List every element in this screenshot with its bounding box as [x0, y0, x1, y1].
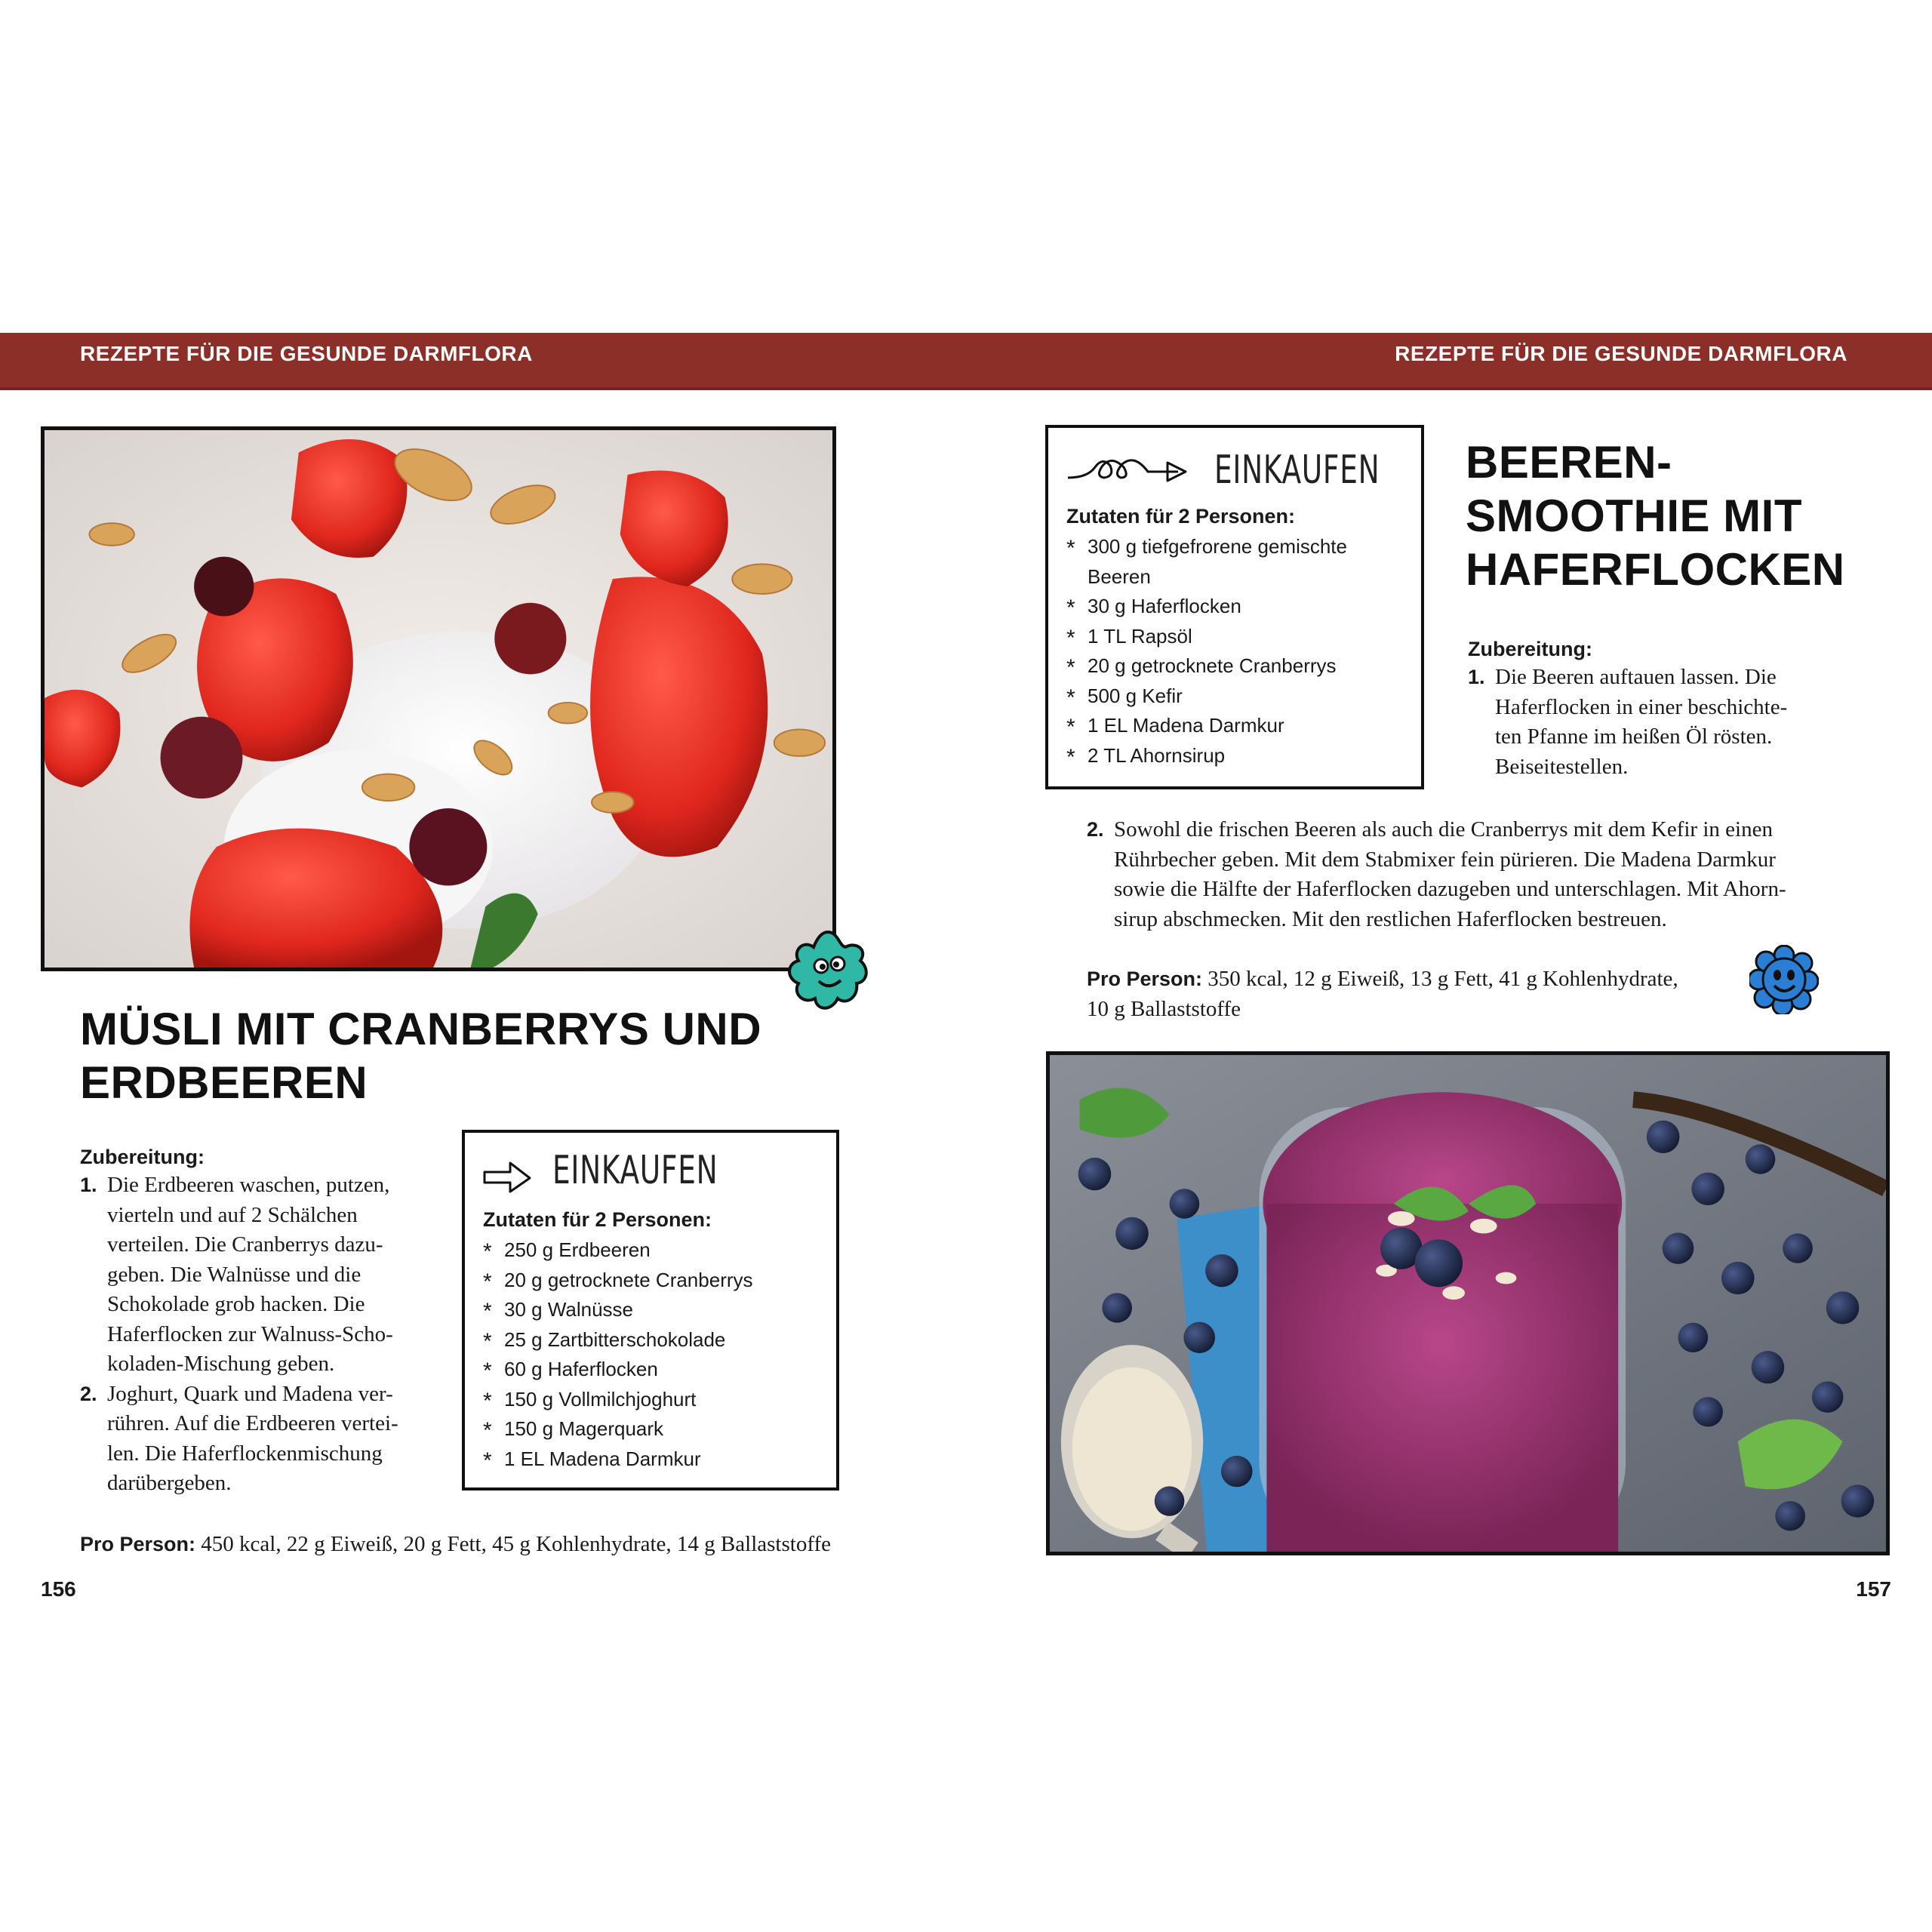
title-line: BEEREN- [1466, 437, 1672, 488]
page-number-left: 156 [41, 1577, 76, 1601]
text-line: sowie die Hälfte der Haferflocken dazugeben und unterschlagen. Mit Ahorn- [1114, 877, 1786, 901]
text-line: ten Pfanne im heißen Öl rösten. [1495, 724, 1773, 749]
title-line: ERDBEEREN [80, 1057, 368, 1108]
ingredient-item: * 250 g Erdbeeren [483, 1235, 753, 1266]
text-line: Joghurt, Quark und Madena ver- [107, 1381, 393, 1406]
text-line: Die Beeren auftauen lassen. Die [1495, 665, 1777, 689]
text-line: Sowohl die frischen Beeren als auch die Cranberrys mit dem Kefir in einen [1114, 817, 1773, 841]
prep-step-2 [1087, 815, 1841, 934]
smoothie-nutrition [1087, 964, 1678, 1024]
ingredient-item: * 1 EL Madena Darmkur [1066, 711, 1347, 741]
ingredient-item: * 20 g getrocknete Cranberrys [1066, 651, 1347, 681]
muesli-nutrition [80, 1530, 831, 1560]
ingredient-item: * 20 g getrocknete Cranberrys [483, 1266, 753, 1296]
shopping-box-muesli [462, 1130, 839, 1491]
text-line: darübergeben. [107, 1471, 232, 1495]
prep-step-1 [80, 1171, 457, 1380]
nutrition-text: 10 g Ballaststoffe [1087, 996, 1241, 1021]
text-line: geben. Die Walnüsse und die [107, 1262, 361, 1287]
text-line: verteilen. Die Cranberrys dazu- [107, 1232, 383, 1257]
smoothie-photo [1046, 1051, 1890, 1555]
ingredient-item: * 1 EL Madena Darmkur [483, 1444, 753, 1475]
shopping-box-smoothie [1045, 425, 1424, 789]
recipe-title-smoothie [1466, 435, 1845, 596]
title-line: HAFERFLOCKEN [1466, 544, 1845, 595]
nutrition-text: 350 kcal, 12 g Eiweiß, 13 g Fett, 41 g Kohlenhydrate, [1208, 967, 1678, 991]
prep-label: Zubereitung: [80, 1146, 205, 1168]
nutrition-label: Pro Person: [1087, 968, 1203, 990]
prep-step-1 [1468, 663, 1890, 782]
ingredient-item: * 500 g Kefir [1066, 681, 1347, 712]
text-line: Haferflocken zur Walnuss-Scho- [107, 1321, 393, 1346]
text-line: Die Erdbeeren waschen, putzen, [107, 1173, 390, 1197]
text-line: Rührbecher geben. Mit dem Stabmixer fein pürieren. Die Madena Darmkur [1114, 847, 1776, 872]
ingredient-item: * 2 TL Ahornsirup [1066, 741, 1347, 771]
muesli-photo [41, 426, 836, 971]
running-header-left: REZEPTE FÜR DIE GESUNDE DARMFLORA [80, 342, 533, 365]
text-line: Beiseitestellen. [1495, 754, 1629, 779]
squiggle-arrow-icon [1065, 451, 1193, 493]
ingredient-item: * 1 TL Rapsöl [1066, 622, 1347, 652]
bacteria-mascot-icon [785, 924, 872, 1019]
recipe-title-muesli [80, 1002, 761, 1109]
flower-mascot-icon [1749, 945, 1819, 1014]
page-number-right: 157 [1856, 1577, 1891, 1601]
running-header-right: REZEPTE FÜR DIE GESUNDE DARMFLORA [1395, 342, 1847, 365]
text-line: sirup abschmecken. Mit den restlichen Haferflocken bestreuen. [1114, 906, 1667, 931]
ingredient-item [1066, 532, 1347, 592]
nutrition-text: 450 kcal, 22 g Eiweiß, 20 g Fett, 45 g Kohlenhydrate, 14 g Ballaststoffe [201, 1532, 831, 1556]
ingredient-item: * 150 g Magerquark [483, 1414, 753, 1444]
shopping-subtitle: Zutaten für 2 Personen: [483, 1208, 712, 1231]
ingredient-list [483, 1235, 753, 1474]
text-line: vierteln und auf 2 Schälchen [107, 1202, 358, 1227]
step-number: 1. [1468, 666, 1485, 688]
ingredient-item: * 150 g Vollmilchjoghurt [483, 1385, 753, 1415]
step-number: 1. [80, 1174, 97, 1196]
text-line: koladen-Mischung geben. [107, 1352, 335, 1376]
text-line: Haferflocken in einer beschichte- [1495, 694, 1788, 719]
text-line: rühren. Auf die Erdbeeren vertei- [107, 1411, 398, 1435]
smoothie-step-2 [1087, 815, 1841, 934]
ingredient-list [1066, 532, 1347, 771]
step-number: 2. [80, 1382, 97, 1405]
arrow-icon [481, 1158, 534, 1196]
ingredient-text: Beeren [1088, 565, 1151, 588]
prep-step-2 [80, 1380, 457, 1499]
ingredient-item: * 60 g Haferflocken [483, 1355, 753, 1385]
ingredient-item: * 30 g Walnüsse [483, 1295, 753, 1325]
ingredient-item: * 25 g Zartbitterschokolade [483, 1325, 753, 1355]
text-line: Schokolade grob hacken. Die [107, 1292, 365, 1316]
step-number: 2. [1087, 818, 1104, 841]
ingredient-text: 300 g tiefgefrorene gemischte [1088, 535, 1347, 558]
text-line: len. Die Haferflockenmischung [107, 1441, 383, 1466]
nutrition-label: Pro Person: [80, 1533, 196, 1555]
muesli-preparation [80, 1143, 457, 1499]
shopping-subtitle: Zutaten für 2 Personen: [1066, 505, 1296, 528]
shopping-title: EINKAUFEN [552, 1148, 718, 1193]
header-band-shadow [0, 387, 1932, 390]
ingredient-item: * 30 g Haferflocken [1066, 592, 1347, 622]
prep-label: Zubereitung: [1468, 638, 1592, 660]
smoothie-preparation [1468, 635, 1890, 782]
title-line: MÜSLI MIT CRANBERRYS UND [80, 1004, 762, 1054]
shopping-title: EINKAUFEN [1214, 448, 1380, 493]
title-line: SMOOTHIE MIT [1466, 491, 1802, 541]
